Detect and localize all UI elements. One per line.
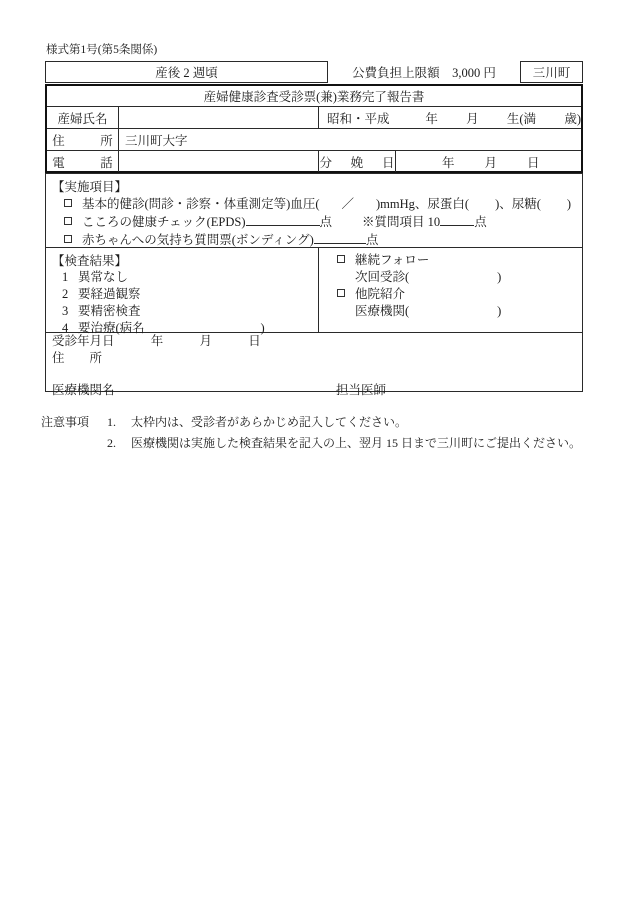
document-title: 産婦健康診査受診票(兼)業務完了報告書: [203, 90, 425, 104]
name-label-cell: [47, 107, 119, 128]
institution-doctor-row[interactable]: [46, 382, 582, 399]
result-number: 1: [62, 270, 69, 284]
visit-date-label: 受診年月日: [52, 334, 115, 348]
birth-age-unit: 歳): [564, 111, 581, 126]
phone-label-cell: [47, 151, 119, 172]
referral-institution-label: 医療機関(: [355, 304, 410, 318]
visit-address-label: 住 所: [52, 351, 103, 365]
result-option-1[interactable]: [46, 269, 318, 286]
urine-sugar-close: ): [566, 197, 572, 211]
town-box: [520, 61, 583, 83]
referral-institution-field[interactable]: [319, 303, 584, 320]
table-row-phone: [47, 151, 581, 172]
address-input[interactable]: [119, 129, 579, 150]
followup-option[interactable]: [319, 248, 584, 269]
table-row-name: [47, 107, 581, 129]
phone-label: 電 話: [52, 155, 117, 170]
table-row-address: [47, 129, 581, 151]
birth-date-cell[interactable]: [318, 107, 581, 128]
implementation-section-title: 【実施項目】: [52, 180, 128, 194]
bp-unit-label: )mmHg、尿蛋白(: [376, 197, 470, 211]
address-label: 住 所: [52, 133, 117, 148]
institution-label: 医療機関名: [52, 383, 115, 397]
notes-block: [41, 412, 601, 454]
result-option-3[interactable]: [46, 303, 318, 320]
delivery-month-unit: 月: [484, 155, 498, 170]
delivery-day-unit: 日: [527, 155, 540, 170]
implementation-item-bonding[interactable]: [46, 231, 582, 249]
epds-q10-field[interactable]: [440, 213, 474, 226]
notes-text: 太枠内は、受診者があらかじめ記入してください。: [131, 415, 408, 429]
town-label: 三川町: [532, 66, 571, 80]
doctor-label: 担当医師: [336, 383, 387, 397]
form-number: 様式第1号(第5条関係): [46, 44, 158, 56]
subsidy-cell: [328, 61, 520, 83]
period-box: [45, 61, 328, 83]
result-number: 4: [62, 321, 69, 335]
subsidy-label: 公費負担上限額 3,000 円: [352, 66, 496, 80]
visit-address-row[interactable]: [46, 350, 582, 367]
implementation-item-epds[interactable]: [46, 213, 582, 231]
urine-protein-label: )、尿糖(: [495, 197, 541, 211]
header-strip: [45, 61, 583, 83]
visit-date-row[interactable]: [46, 333, 582, 350]
epds-q10-unit: 点: [474, 215, 487, 229]
followup-label: 継続フォロー: [355, 253, 430, 267]
address-label-cell: [47, 129, 119, 150]
referral-label: 他院紹介: [355, 287, 406, 301]
checkbox-icon[interactable]: [64, 199, 72, 207]
phone-input[interactable]: [119, 151, 318, 172]
address-value: 三川町大字: [125, 133, 188, 148]
implementation-item-basic[interactable]: [46, 195, 582, 213]
checkbox-icon[interactable]: [337, 289, 345, 297]
result-number: 2: [62, 287, 69, 301]
notes-text: 医療機関は実施した検査結果を記入の上、翌月 15 日まで三川町にご提出ください。: [131, 436, 582, 450]
checkbox-icon[interactable]: [337, 255, 345, 263]
delivery-date-label: 分 娩 日: [319, 155, 398, 170]
result-label: 異常なし: [78, 270, 129, 284]
visit-month-unit: 月: [199, 334, 213, 348]
epds-label: こころの健康チェック(EPDS): [82, 215, 246, 229]
epds-score-field[interactable]: [246, 213, 320, 226]
next-visit-close: ): [497, 270, 502, 284]
result-label: 要経過観察: [78, 287, 141, 301]
implementation-section: [46, 174, 582, 248]
referral-option[interactable]: [319, 286, 584, 303]
delivery-date-label-cell: [318, 151, 396, 172]
birth-year-unit: 年: [425, 111, 438, 126]
delivery-date-input[interactable]: [396, 151, 581, 172]
visit-section: [46, 333, 582, 397]
epds-q10-label: ※質問項目 10: [362, 215, 441, 229]
results-section: [46, 248, 582, 333]
result-label: 要精密検査: [78, 304, 141, 318]
name-label: 産婦氏名: [57, 111, 108, 126]
notes-number: 1.: [107, 415, 116, 429]
bp-slash: ／: [341, 197, 355, 211]
bonding-score-unit: 点: [365, 233, 379, 247]
result-label: 要治療(病名: [78, 321, 145, 335]
checkbox-icon[interactable]: [64, 217, 72, 225]
checkbox-icon[interactable]: [64, 235, 72, 243]
referral-institution-close: ): [497, 304, 502, 318]
results-right-column: [319, 248, 584, 332]
birth-month-unit: 月: [466, 111, 479, 126]
next-visit-label: 次回受診(: [355, 270, 410, 284]
notes-item-1: [41, 412, 601, 433]
notes-item-2: [41, 433, 601, 454]
birth-era-label: 昭和・平成: [327, 111, 390, 126]
next-visit-field[interactable]: [319, 269, 584, 286]
delivery-year-unit: 年: [442, 155, 455, 170]
birth-suffix: 生(満: [506, 111, 537, 126]
results-section-title: 【検査結果】: [52, 254, 128, 268]
notes-label: 注意事項: [41, 415, 90, 429]
result-number: 3: [62, 304, 69, 318]
results-left-column: [46, 248, 319, 335]
bonding-label: 赤ちゃんへの気持ち質問票(ボンディング): [82, 233, 314, 247]
bonding-score-field[interactable]: [314, 231, 366, 244]
visit-day-unit: 日: [248, 334, 261, 348]
notes-number: 2.: [107, 436, 116, 450]
basic-exam-label: 基本的健診(問診・診察・体重測定等)血圧(: [82, 197, 320, 211]
name-input[interactable]: [119, 107, 318, 128]
result-option-2[interactable]: [46, 286, 318, 303]
epds-score-unit: 点: [319, 215, 333, 229]
patient-info-frame: [45, 84, 583, 173]
examination-table: [45, 173, 583, 397]
period-label: 産後 2 週頃: [155, 66, 218, 80]
document-title-row: [47, 86, 581, 107]
disease-name-close: ): [260, 321, 265, 335]
visit-year-unit: 年: [150, 334, 164, 348]
